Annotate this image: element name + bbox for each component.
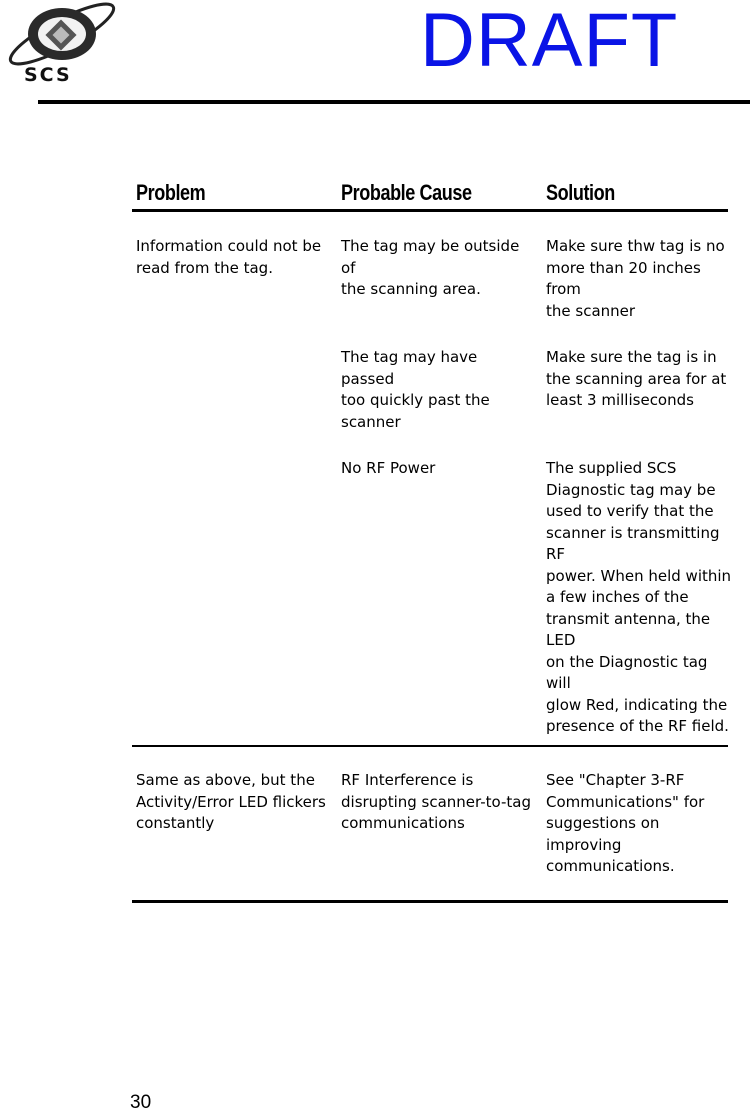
draft-watermark: DRAFT [420, 0, 679, 83]
row2-problem: Same as above, but the Activity/Error LED flickers constantly [136, 771, 326, 832]
row1-cause-2: The tag may have passed too quickly past the scanner [341, 348, 490, 431]
row1-solution-1: Make sure thw tag is no more than 20 inches from the scanner [546, 237, 725, 320]
row2-cause-1: RF Interference is disrupting scanner-to-tag communications [341, 771, 532, 832]
table-bottom-divider [132, 900, 728, 903]
column-header-solution: Solution [546, 180, 615, 205]
page-number: 30 [130, 1092, 152, 1113]
scs-logo-emblem-icon [0, 0, 130, 70]
logo-text: SCS [24, 64, 72, 86]
row1-solution-3: The supplied SCS Diagnostic tag may be used to verify that the scanner is transmitting RF power. When held within a few inches of the transmit antenna, the LED on the Diagnostic tag will glow Red, indicating the presence of the RF field. [546, 459, 732, 735]
row-divider [132, 745, 728, 747]
row1-cause-1: The tag may be outside of the scanning area. [341, 237, 520, 298]
row2-solution-1: See "Chapter 3-RF Communications" for suggestions on improving communications. [546, 771, 705, 875]
row1-cause-3: No RF Power [341, 459, 436, 477]
column-header-probable-cause: Probable Cause [341, 180, 472, 205]
column-header-problem: Problem [136, 180, 206, 205]
header-divider [38, 100, 750, 104]
scs-logo [0, 0, 130, 92]
row1-solution-2: Make sure the tag is in the scanning area for at least 3 milliseconds [546, 348, 727, 409]
table-header-divider [132, 209, 728, 212]
row1-problem: Information could not be read from the tag. [136, 237, 322, 277]
